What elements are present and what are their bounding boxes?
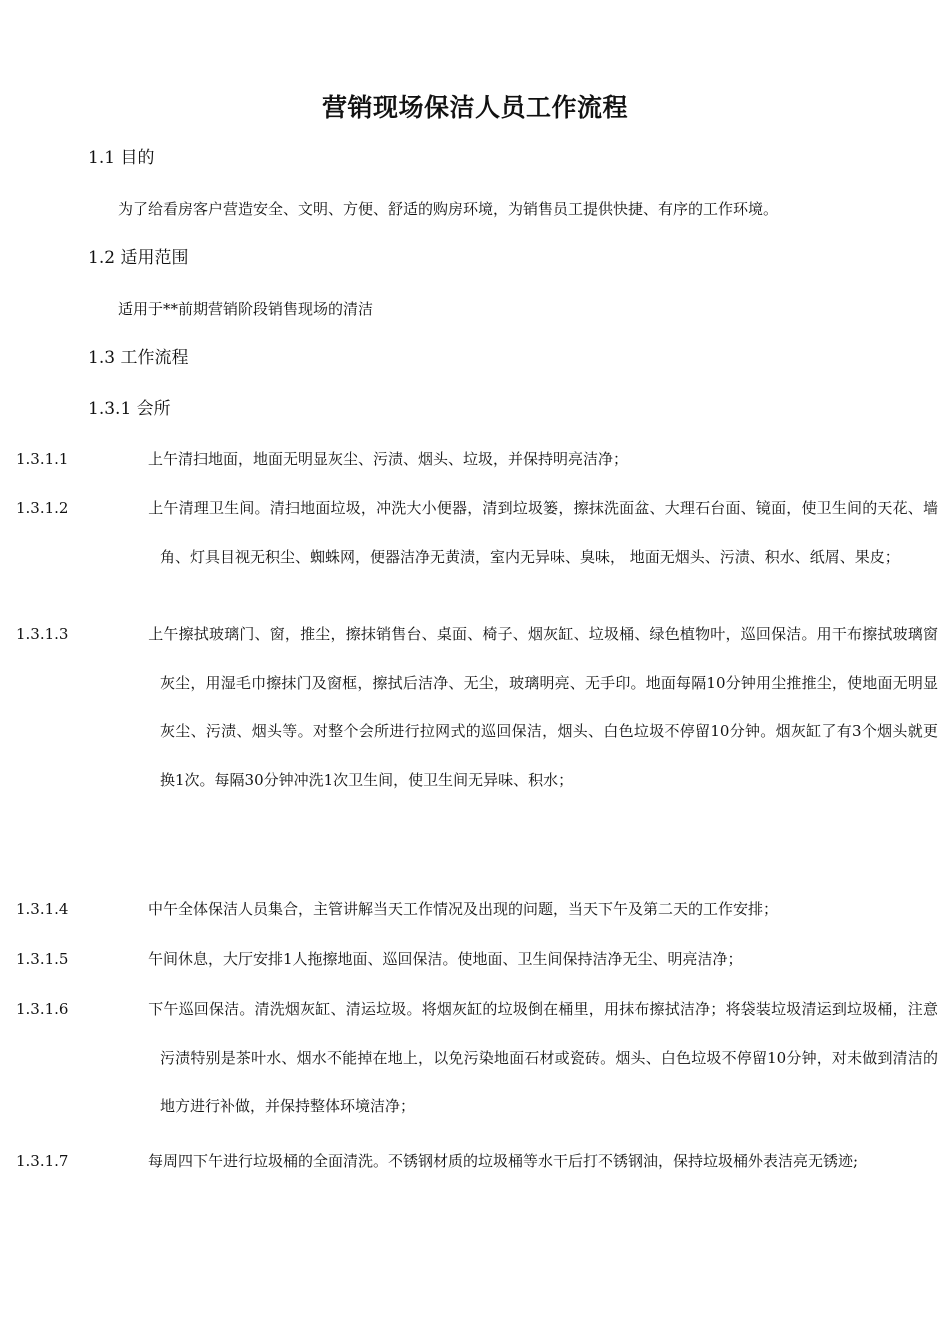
heading-1-1: 1.1 目的: [88, 148, 155, 168]
item-number: 1.3.1.3: [16, 625, 69, 643]
item-text: 每周四下午进行垃圾桶的全面清洗。不锈钢材质的垃圾桶等水干后打不锈钢油，保持垃圾桶外表洁亮无锈迹;: [148, 1152, 859, 1170]
item-number: 1.3.1.5: [16, 950, 69, 968]
list-item-1-3-1-6: [16, 985, 938, 1131]
item-number: 1.3.1.6: [16, 1000, 69, 1018]
item-number: 1.3.1.2: [16, 499, 69, 517]
item-text: 上午擦拭玻璃门、窗，推尘，擦抹销售台、桌面、椅子、烟灰缸、垃圾桶、绿色植物叶，巡回保洁。用干布擦拭玻璃窗灰尘，用湿毛巾擦抹门及窗框，擦拭后洁净、无尘，玻璃明亮、无手印。地面每隔10分钟用尘推推尘，使地面无明显灰尘、污渍、烟头等。对整个会所进行拉网式的巡回保洁，烟头、白色垃圾不停留10分钟。烟灰缸了有3个烟头就更换1次。每隔30分钟冲洗1次卫生间，使卫生间无异味、积水；: [148, 625, 938, 789]
heading-1-3-1: 1.3.1 会所: [88, 399, 171, 419]
item-number: 1.3.1.1: [16, 450, 69, 468]
heading-1-2: 1.2 适用范围: [88, 248, 189, 268]
list-item-1-3-1-7: [16, 1137, 938, 1186]
list-item-1-3-1-3: [16, 610, 938, 804]
item-text: 午间休息，大厅安排1人拖擦地面、巡回保洁。使地面、卫生间保持洁净无尘、明亮洁净；: [148, 950, 743, 968]
list-item-1-3-1-5: [16, 935, 938, 984]
item-text: 中午全体保洁人员集合，主管讲解当天工作情况及出现的问题，当天下午及第二天的工作安排；: [148, 900, 779, 918]
item-text: 下午巡回保洁。清洗烟灰缸、清运垃圾。将烟灰缸的垃圾倒在桶里，用抹布擦拭洁净；将袋装垃圾清运到垃圾桶，注意污渍特别是茶叶水、烟水不能掉在地上，以免污染地面石材或瓷砖。烟头、白色垃圾不停留10分钟，对未做到清洁的地方进行补做，并保持整体环境洁净；: [148, 1000, 938, 1115]
list-item-1-3-1-1: [16, 435, 938, 484]
heading-1-3: 1.3 工作流程: [88, 348, 189, 368]
list-item-1-3-1-2: [16, 484, 938, 581]
paragraph-scope: 适用于**前期营销阶段销售现场的清洁: [118, 300, 374, 318]
item-number: 1.3.1.4: [16, 900, 69, 918]
paragraph-purpose: 为了给看房客户营造安全、文明、方便、舒适的购房环境，为销售员工提供快捷、有序的工作环境。: [118, 200, 779, 218]
item-text: 上午清扫地面，地面无明显灰尘、污渍、烟头、垃圾，并保持明亮洁净；: [148, 450, 629, 468]
list-item-1-3-1-4: [16, 885, 938, 934]
item-number: 1.3.1.7: [16, 1152, 69, 1170]
document-title: 营销现场保洁人员工作流程: [321, 93, 628, 122]
item-text: 上午清理卫生间。清扫地面垃圾，冲洗大小便器，清到垃圾篓，擦抹洗面盆、大理石台面、镜面，使卫生间的天花、墙角、灯具目视无积尘、蜘蛛网，便器洁净无黄渍，室内无异味、臭味， 地面无烟头、污渍、积水、纸屑、果皮；: [148, 499, 938, 566]
